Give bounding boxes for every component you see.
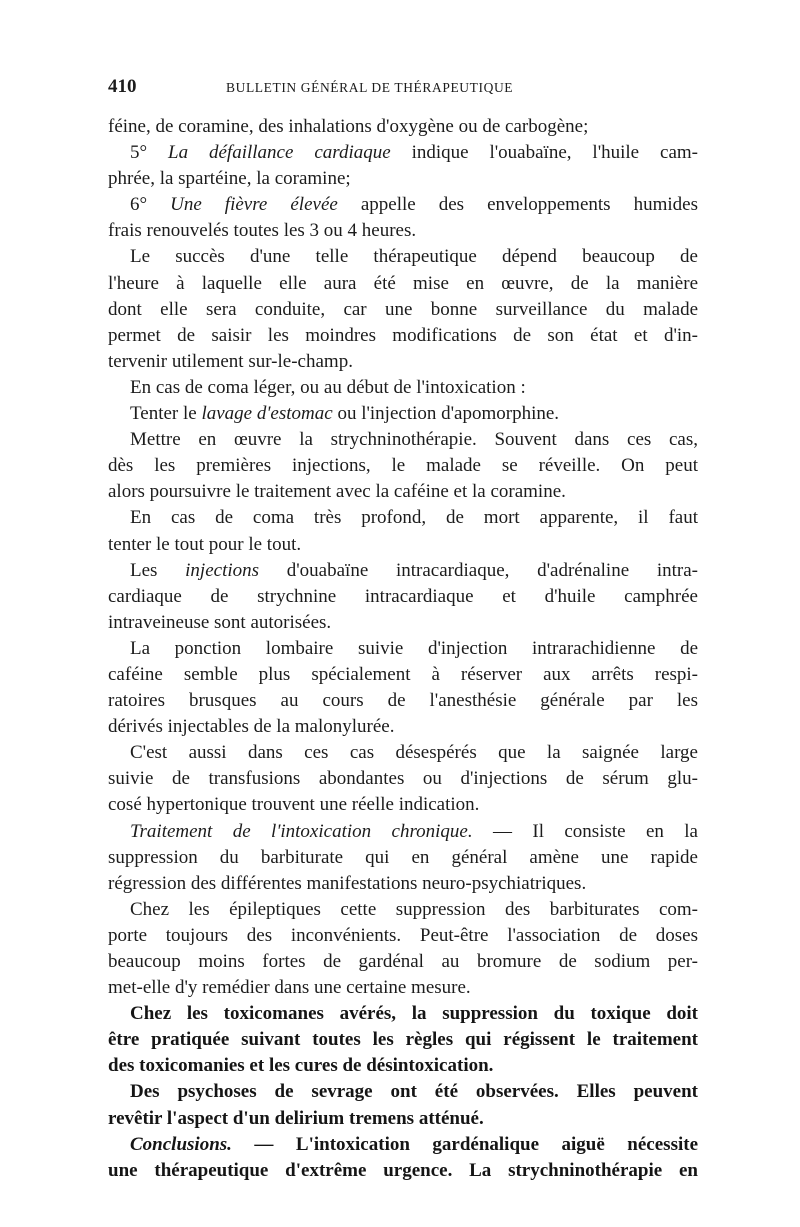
paragraph <box>108 897 698 1001</box>
paragraph <box>108 192 698 244</box>
text-line: porte toujours des inconvénients. Peut-être l'association de doses <box>108 924 698 946</box>
text-line: Des psychoses de sevrage ont été observées. Elles peuvent <box>130 1081 698 1103</box>
text-line: Chez les épileptiques cette suppression des barbiturates com- <box>130 898 698 920</box>
paragraph <box>108 1001 698 1079</box>
text-line: être pratiquée suivant toutes les règles qui régissent le traitement <box>108 1029 698 1051</box>
italic-phrase: Une fièvre élevée <box>170 194 338 216</box>
running-title: BULLETIN GÉNÉRAL DE THÉRAPEUTIQUE <box>226 80 514 95</box>
text-line: dès les premières injections, le malade se réveille. On peut <box>108 455 698 477</box>
text-line: tervenir utilement sur-le-champ. <box>108 350 353 372</box>
text-line: suppression du barbiturate qui en général amène une rapide <box>108 846 698 868</box>
text-line: régression des différentes manifestations neuro-psychiatriques. <box>108 872 587 894</box>
paragraph <box>108 740 698 818</box>
text-line: Tenter le lavage d'estomac ou l'injection d'apomorphine. <box>130 403 560 425</box>
paragraph <box>108 505 698 557</box>
text-line: Le succès d'une telle thérapeutique dépend beaucoup de <box>130 246 698 268</box>
text-line: Mettre en œuvre la strychninothérapie. Souvent dans ces cas, <box>130 429 698 451</box>
text-line: 5° La défaillance cardiaque indique l'ouabaïne, l'huile cam- <box>130 142 698 164</box>
text-line: 6° Une fièvre élevée appelle des enveloppements humides <box>130 194 698 216</box>
text-line: En cas de coma très profond, de mort apparente, il faut <box>130 507 698 529</box>
text-line: La ponction lombaire suivie d'injection intrarachidienne de <box>130 637 698 659</box>
italic-phrase: La défaillance cardiaque <box>168 142 391 164</box>
italic-phrase: lavage d'estomac <box>201 403 333 425</box>
text-line: ratoires brusques au cours de l'anesthésie générale par les <box>108 690 698 712</box>
text-line: des toxicomanies et les cures de désintoxication. <box>108 1055 494 1077</box>
text-line: revêtir l'aspect d'un delirium tremens atténué. <box>108 1107 484 1129</box>
page-header <box>108 72 698 106</box>
paragraph <box>108 244 698 374</box>
paragraph <box>108 558 698 636</box>
text-line: féine, de coramine, des inhalations d'oxygène ou de carbogène; <box>108 116 589 137</box>
text-line: dérivés injectables de la malonylurée. <box>108 716 395 738</box>
paragraph <box>108 114 698 140</box>
italic-phrase: injections <box>185 559 260 581</box>
text-line: cosé hypertonique trouvent une réelle indication. <box>108 794 480 816</box>
text-line: C'est aussi dans ces cas désespérés que la saignée large <box>130 742 698 764</box>
paragraph <box>108 140 698 192</box>
text-line: suivie de transfusions abondantes ou d'injections de sérum glu- <box>108 768 698 790</box>
text-line: tenter le tout pour le tout. <box>108 533 302 555</box>
italic-phrase: Traitement de l'intoxication chronique. <box>130 820 473 842</box>
text-line: intraveineuse sont autorisées. <box>108 611 332 633</box>
paragraph <box>108 1132 698 1184</box>
text-line: phrée, la spartéine, la coramine; <box>108 168 351 190</box>
page <box>108 72 699 1181</box>
text-line: l'heure à laquelle elle aura été mise en œuvre, de la manière <box>108 272 698 294</box>
text-line: Les injections d'ouabaïne intracardiaque, d'adrénaline intra- <box>130 559 699 581</box>
paragraph <box>108 1079 698 1131</box>
paragraph <box>108 375 698 401</box>
text-line: Conclusions. — L'intoxication gardénalique aiguë nécessite <box>130 1133 698 1155</box>
paragraph <box>108 636 698 740</box>
paragraph <box>108 401 698 427</box>
paragraph <box>108 819 698 897</box>
text-line: Traitement de l'intoxication chronique. — Il consiste en la <box>130 820 698 842</box>
text-line: alors poursuivre le traitement avec la caféine et la coramine. <box>108 481 566 503</box>
text-line: cardiaque de strychnine intracardiaque et d'huile camphrée <box>108 585 698 607</box>
text-line: met-elle d'y remédier dans une certaine mesure. <box>108 977 471 999</box>
text-line: beaucoup moins fortes de gardénal au bromure de sodium per- <box>108 951 698 972</box>
italic-phrase: Conclusions. <box>130 1133 232 1155</box>
text-line: dont elle sera conduite, car une bonne surveillance du malade <box>108 298 698 320</box>
page-number: 410 <box>108 76 137 97</box>
text-line: frais renouvelés toutes les 3 ou 4 heures. <box>108 220 417 242</box>
text-line: En cas de coma léger, ou au début de l'intoxication : <box>130 376 526 398</box>
article-body <box>108 114 698 1184</box>
text-line: Chez les toxicomanes avérés, la suppression du toxique doit <box>130 1003 698 1025</box>
paragraph <box>108 427 698 505</box>
text-line: permet de saisir les moindres modifications de son état et d'in- <box>108 324 698 346</box>
text-line: une thérapeutique d'extrême urgence. La strychninothérapie en <box>108 1159 698 1181</box>
text-line: caféine semble plus spécialement à réserver aux arrêts respi- <box>108 663 698 685</box>
